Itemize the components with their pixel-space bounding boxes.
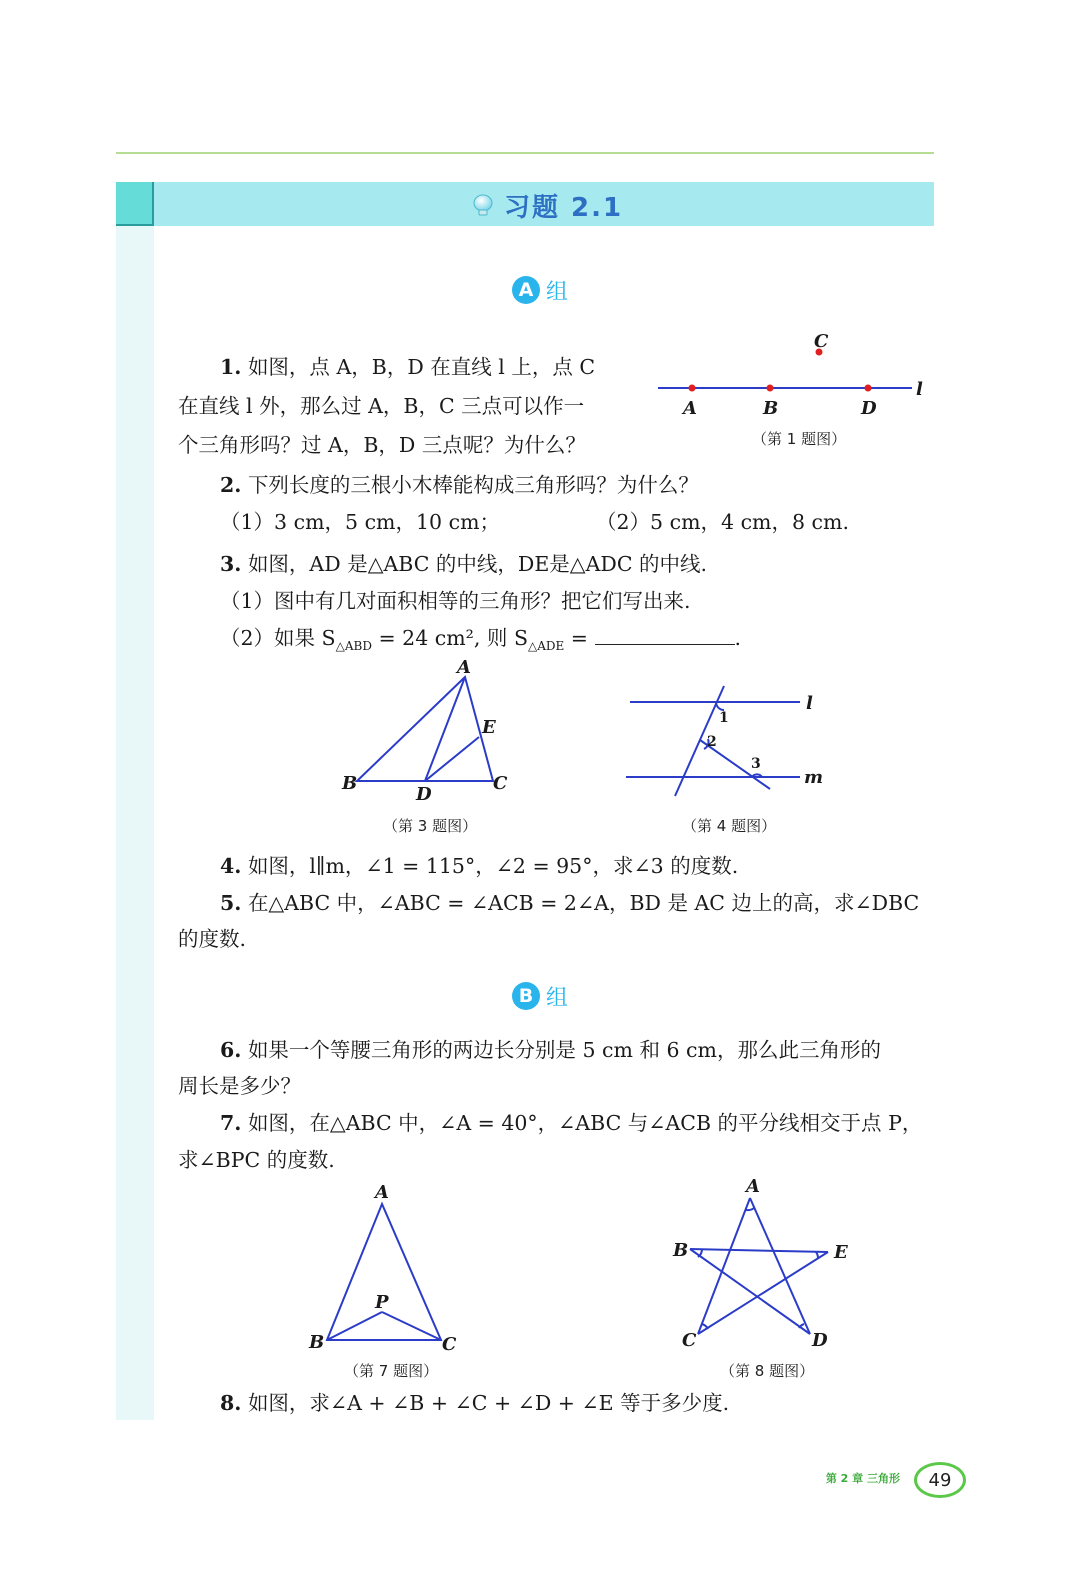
- point-d: [865, 385, 872, 392]
- figure-4: [620, 680, 830, 805]
- chapter-footer: 第 2 章 三角形: [825, 1472, 900, 1485]
- q8-number: 8.: [220, 1391, 242, 1415]
- q7-number: 7.: [220, 1111, 242, 1135]
- fig7-caption: （第 7 题图）: [344, 1362, 439, 1380]
- q8-text: 如图，求∠A + ∠B + ∠C + ∠D + ∠E 等于多少度.: [247, 1391, 730, 1415]
- fig4-caption: （第 4 题图）: [682, 817, 777, 835]
- q3-sub2: （2）如果 $S_{\triangle ABD} = 24$ cm², 则 $S_{\triangle ADE}$ = .: [220, 626, 742, 654]
- fig7-label-c: C: [442, 1334, 457, 1355]
- fig8-label-c: C: [682, 1330, 697, 1351]
- q6-text-1: 如果一个等腰三角形的两边长分别是 5 cm 和 6 cm，那么此三角形的: [247, 1038, 881, 1062]
- fig3-caption: （第 3 题图）: [383, 817, 478, 835]
- point-a: [689, 385, 696, 392]
- fig8-label-a: A: [746, 1176, 760, 1197]
- q4-line: [220, 853, 738, 879]
- q8-line: [220, 1390, 729, 1416]
- group-b-badge: B: [512, 982, 540, 1010]
- segment-ce: [698, 1252, 828, 1334]
- section-title-text: 习题 2.1: [504, 192, 624, 223]
- q6-number: 6.: [220, 1038, 242, 1062]
- left-margin-band: [116, 182, 154, 1420]
- fig4-label-1: 1: [719, 710, 729, 726]
- answer-blank[interactable]: [595, 626, 735, 645]
- q7-line2: 求∠BPC 的度数.: [178, 1148, 335, 1172]
- q3-number: 3.: [220, 552, 242, 576]
- top-rule: [116, 152, 934, 154]
- segment-bp: [327, 1312, 382, 1340]
- q7-line1: [220, 1110, 922, 1136]
- angle-e-arc: [816, 1252, 818, 1258]
- fig3-label-c: C: [493, 773, 508, 794]
- point-b: [767, 385, 774, 392]
- triangle-abc: [357, 677, 493, 781]
- q1-text-1: 如图，点 A，B，D 在直线 l 上，点 C: [247, 355, 596, 379]
- q3-text: 如图，AD 是△ABC 的中线，DE是△ADC 的中线.: [247, 552, 708, 576]
- segment-cp: [382, 1312, 441, 1340]
- fig1-label-c: C: [814, 331, 829, 352]
- q5-text-1: 在△ABC 中，∠ABC = ∠ACB = 2∠A，BD 是 AC 边上的高，求∠DBC: [247, 891, 920, 915]
- q2-line: [220, 472, 699, 498]
- fig4-label-2: 2: [707, 734, 717, 750]
- fig4-label-l: l: [806, 693, 813, 714]
- fig8-caption: （第 8 题图）: [720, 1362, 815, 1380]
- fig7-label-a: A: [375, 1182, 389, 1203]
- q5-number: 5.: [220, 891, 242, 915]
- q5-line1: [220, 890, 919, 916]
- page-number-badge: [908, 1460, 966, 1494]
- q1-number: 1.: [220, 355, 242, 379]
- group-a-label: 组: [545, 279, 568, 305]
- angle-a-arc: [746, 1208, 754, 1210]
- q1-line1: [220, 354, 595, 380]
- fig3-label-b: B: [342, 773, 358, 794]
- figure-7: [305, 1178, 465, 1356]
- fig3-label-e: E: [482, 717, 496, 738]
- q2-option-2: （2）5 cm，4 cm，8 cm.: [596, 510, 849, 534]
- fig4-label-m: m: [804, 767, 824, 788]
- q3-line: [220, 551, 707, 577]
- fig1-label-l: l: [916, 379, 923, 400]
- figure-8: [668, 1172, 858, 1352]
- segment-ac: [698, 1198, 750, 1334]
- angle-c-arc: [702, 1324, 708, 1329]
- q4-number: 4.: [220, 854, 242, 878]
- group-a-heading: [0, 274, 1080, 306]
- fig1-label-a: A: [683, 398, 697, 419]
- fig1-label-d: D: [861, 398, 877, 419]
- q5-line2: 的度数.: [178, 927, 247, 951]
- fig1-label-b: B: [763, 398, 779, 419]
- fig8-label-b: B: [673, 1240, 689, 1261]
- q6-line2: 周长是多少？: [178, 1074, 301, 1098]
- q2-option-1: （1）3 cm，5 cm，10 cm；: [220, 510, 501, 534]
- q3-sub1: （1）图中有几对面积相等的三角形？把它们写出来.: [220, 589, 691, 613]
- fig4-label-3: 3: [751, 756, 761, 772]
- fig1-caption: （第 1 题图）: [752, 430, 847, 448]
- fig7-label-b: B: [309, 1332, 325, 1353]
- q1-line2: 在直线 l 外，那么过 A，B，C 三点可以作一: [178, 394, 585, 418]
- figure-3: [335, 655, 525, 805]
- fig8-label-d: D: [812, 1330, 828, 1351]
- q6-line1: [220, 1037, 881, 1063]
- group-b-heading: [0, 980, 1080, 1012]
- fig8-label-e: E: [834, 1242, 848, 1263]
- figure-1: [650, 325, 940, 420]
- section-title: [470, 188, 623, 222]
- section-header-tab: [116, 182, 154, 226]
- q2-number: 2.: [220, 473, 242, 497]
- q7-text-1: 如图，在△ABC 中，∠A = 40°，∠ABC 与∠ACB 的平分线相交于点 P，: [247, 1111, 923, 1135]
- group-a-badge: A: [512, 276, 540, 304]
- fig3-label-d: D: [416, 784, 432, 805]
- q2-text: 下列长度的三根小木棒能构成三角形吗？为什么？: [247, 473, 699, 497]
- triangle-abc: [327, 1204, 441, 1340]
- page-number: 49: [914, 1462, 966, 1498]
- q4-text: 如图，l∥m，∠1 = 115°，∠2 = 95°，求∠3 的度数.: [247, 854, 739, 878]
- fig3-label-a: A: [457, 657, 471, 678]
- q1-line3: 个三角形吗？过 A，B，D 三点呢？为什么？: [178, 433, 586, 457]
- segment-eb: [690, 1249, 828, 1252]
- bulb-icon: [470, 192, 496, 218]
- fig7-label-p: P: [375, 1292, 389, 1313]
- group-b-label: 组: [545, 985, 568, 1011]
